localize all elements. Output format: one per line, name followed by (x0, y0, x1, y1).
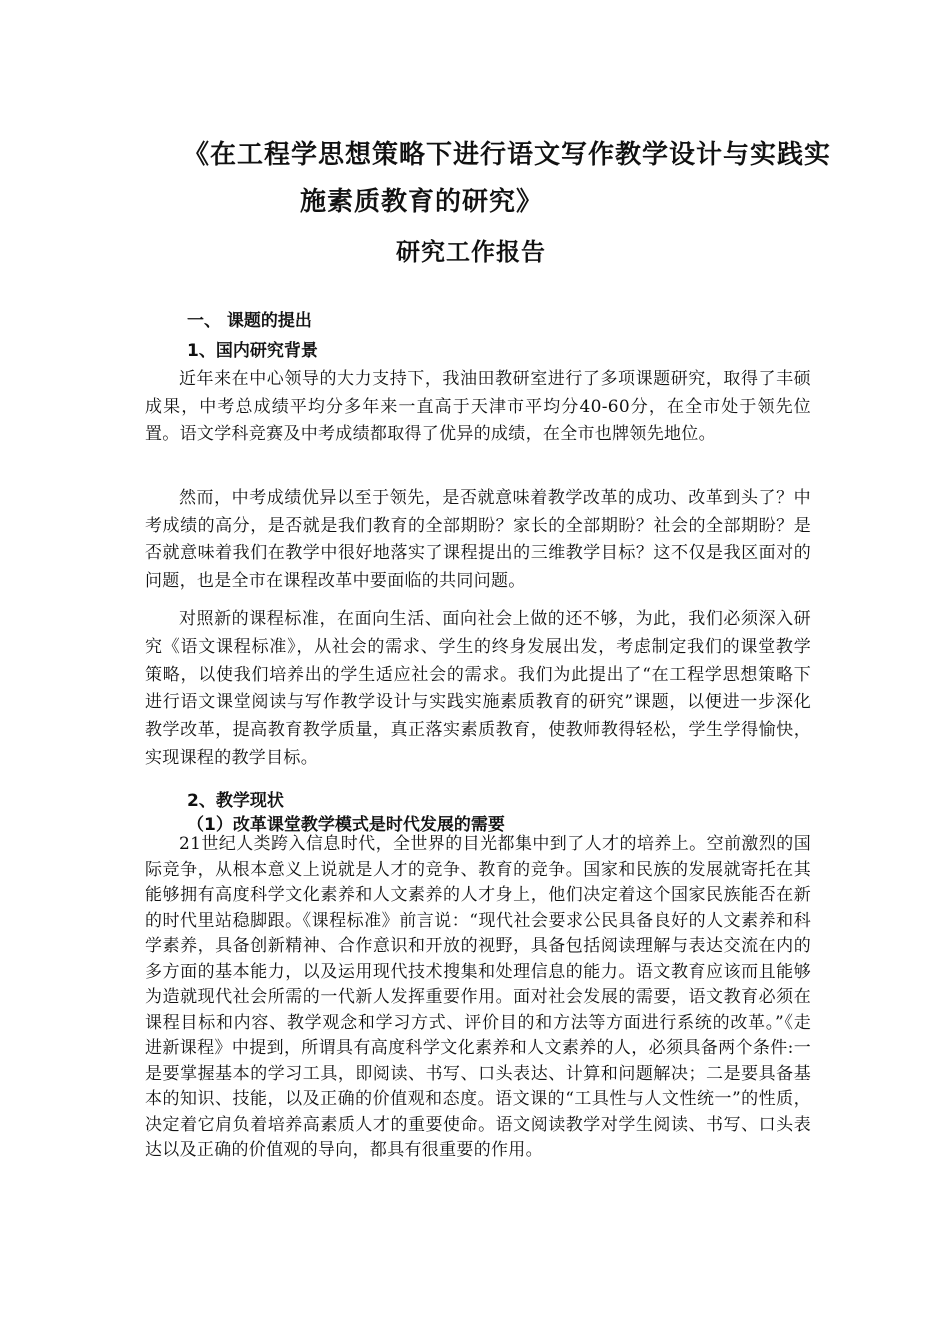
document-subtitle: 研究工作报告 (396, 238, 546, 266)
paragraph-teaching-status: 21世纪人类跨入信息时代，全世界的目光都集中到了人才的培养上。空前激烈的国际竞争，从根本意义上说就是人才的竞争、教育的竞争。国家和民族的发展就寄托在其能够拥有高度科学文化素养和人文素养的人才身上，他们决定着这个国家民族能否在新的时代里站稳脚跟。《课程标准》前言说：“现代社会要求公民具备良好的人文素养和科学素养，具备创新精神、合作意识和开放的视野，具备包括阅读理解与表达交流在内的多方面的基本能力，以及运用现代技术搜集和处理信息的能力。语文教育应该而且能够为造就现代社会所需的一代新人发挥重要作用。面对社会发展的需要，语文教育必须在课程目标和内容、教学观念和学习方式、评价目的和方法等方面进行系统的改革。”《走进新课程》中提到，所谓具有高度科学文化素养和人文素养的人，必须具备两个条件:一是要掌握基本的学习工具，即阅读、书写、口头表达、计算和问题解决；二是要具备基本的知识、技能，以及正确的价值观和态度。语文课的“工具性与人文性统一”的性质，决定着它肩负着培养高素质人才的重要使命。语文阅读教学对学生阅读、书写、口头表达以及正确的价值观的导向，都具有很重要的作用。 (145, 834, 811, 1160)
section-1-heading: 一、 课题的提出 (187, 311, 312, 331)
paragraph-background-3: 对照新的课程标准，在面向生活、面向社会上做的还不够，为此，我们必须深入研究《语文课程标准》，从社会的需求、学生的终身发展出发，考虑制定我们的课堂教学策略，以使我们培养出的学生适应社会的需求。我们为此提出了“在工程学思想策略下进行语文课堂阅读与写作教学设计与实践实施素质教育的研究”课题，以便进一步深化教学改革，提高教育教学质量，真正落实素质教育，使教师教得轻松，学生学得愉快，实现课程的教学目标。 (145, 609, 811, 768)
paragraph-background-2: 然而，中考成绩优异以至于领先，是否就意味着教学改革的成功、改革到头了？中考成绩的高分，是否就是我们教育的全部期盼？家长的全部期盼？社会的全部期盼？是否就意味着我们在教学中很好地落实了课程提出的三维教学目标？这不仅是我区面对的问题，也是全市在课程改革中要面临的共同问题。 (145, 488, 811, 591)
paragraph-background-1: 近年来在中心领导的大力支持下，我油田教研室进行了多项课题研究，取得了丰硕成果，中考总成绩平均分多年来一直高于天津市平均分40-60分，在全市处于领先位置。语文学科竞赛及中考成绩都取得了优异的成绩，在全市也牌领先地位。 (145, 369, 811, 444)
document-title-line-1: 《在工程学思想策略下进行语文写作教学设计与实践实 (183, 140, 832, 170)
subsection-1-heading: 1、国内研究背景 (187, 341, 318, 361)
subsection-2-1-heading: （1）改革课堂教学模式是时代发展的需要 (187, 815, 505, 835)
subsection-2-heading: 2、教学现状 (187, 791, 284, 811)
document-title-line-2: 施素质教育的研究》 (300, 187, 544, 217)
